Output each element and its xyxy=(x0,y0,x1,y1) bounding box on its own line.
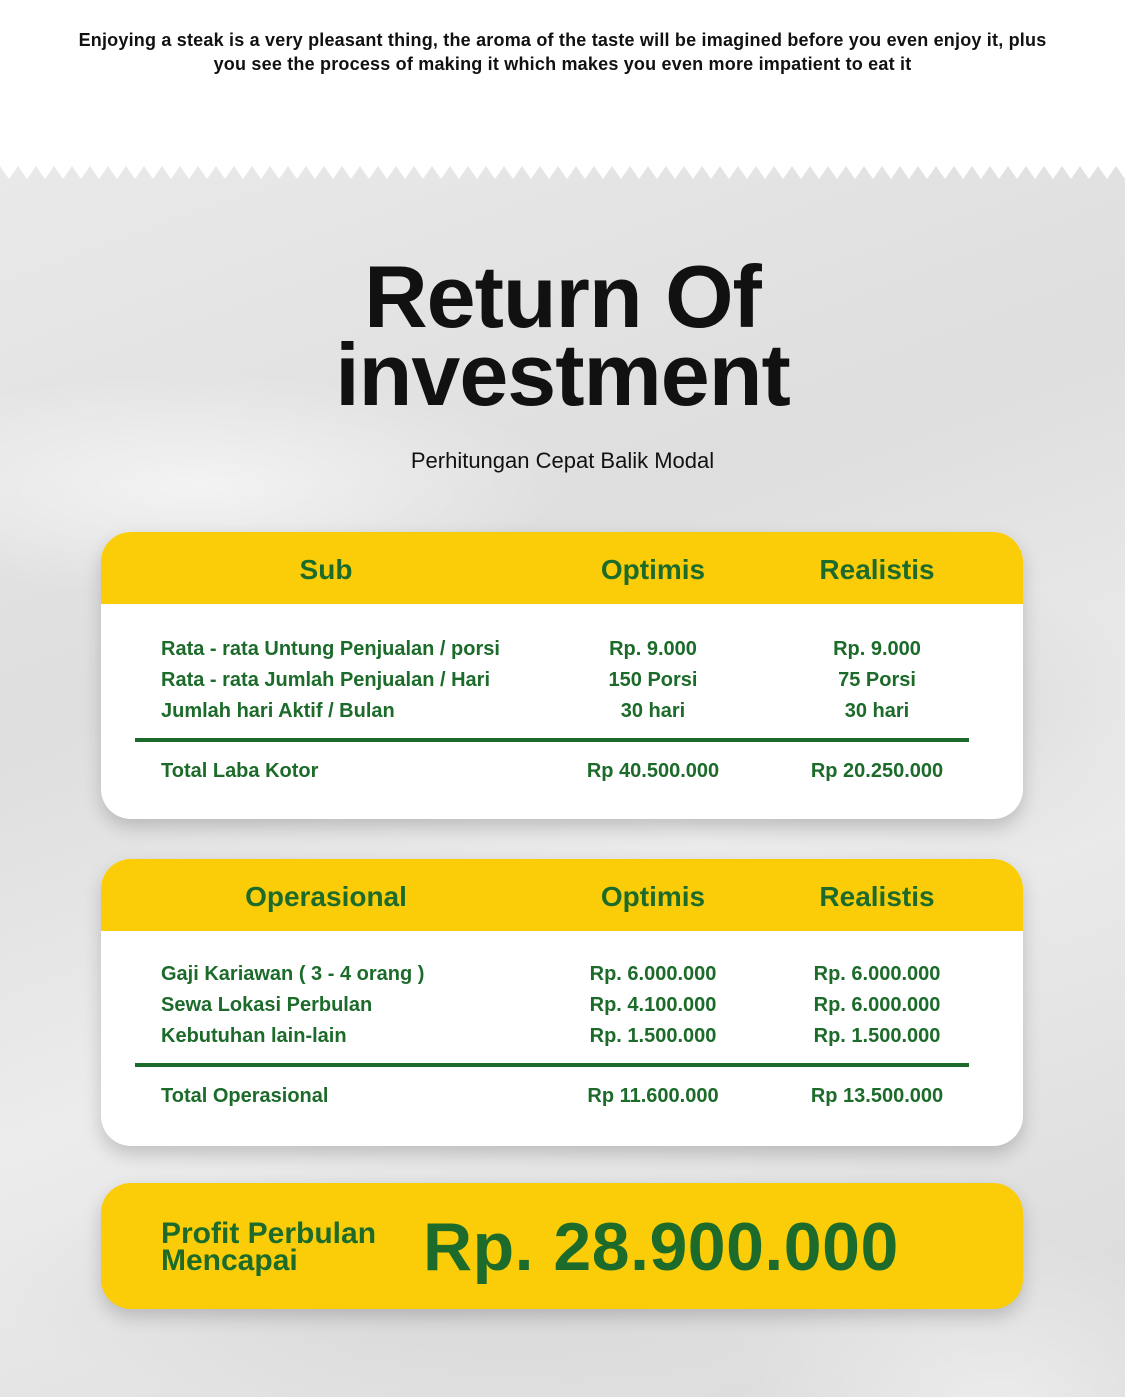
row-optimis-value: Rp. 9.000 xyxy=(609,638,697,660)
row-label: Kebutuhan lain-lain xyxy=(161,1025,347,1047)
row-realistis-value: Rp. 6.000.000 xyxy=(813,994,941,1016)
subtitle: Perhitungan Cepat Balik Modal xyxy=(410,448,715,473)
table-row xyxy=(101,696,1023,727)
operasional-card-header xyxy=(101,859,1023,931)
torn-edge-zigzag xyxy=(0,166,1125,180)
table-row xyxy=(101,634,1023,665)
row-optimis-value: Rp. 6.000.000 xyxy=(589,963,717,985)
row-realistis-value: Rp. 6.000.000 xyxy=(813,963,941,985)
header-optimis: Optimis xyxy=(600,554,706,585)
profit-label-line-1: Profit Perbulan xyxy=(161,1217,377,1250)
row-realistis-value: Rp. 9.000 xyxy=(833,638,921,660)
row-optimis-value: Rp. 1.500.000 xyxy=(589,1025,717,1047)
title-line-2: investment xyxy=(335,325,790,424)
header-realistis: Realistis xyxy=(819,554,935,585)
row-optimis-value: 30 hari xyxy=(620,700,686,722)
table-row xyxy=(101,959,1023,990)
row-label: Gaji Kariawan ( 3 - 4 orang ) xyxy=(161,963,425,985)
divider xyxy=(135,738,969,742)
total-label: Total Operasional xyxy=(161,1085,329,1107)
row-realistis-value: 30 hari xyxy=(844,700,910,722)
divider xyxy=(135,1063,969,1067)
profit-banner xyxy=(101,1183,1023,1309)
operasional-card xyxy=(101,859,1023,1146)
paper-background xyxy=(0,166,1125,1397)
profit-label xyxy=(161,1217,421,1277)
total-row xyxy=(101,756,1023,787)
table-row xyxy=(101,990,1023,1021)
total-row xyxy=(101,1081,1023,1112)
sub-card-header xyxy=(101,532,1023,604)
table-row xyxy=(101,665,1023,696)
row-optimis-value: Rp. 4.100.000 xyxy=(589,994,717,1016)
table-row xyxy=(101,1021,1023,1052)
header-optimis: Optimis xyxy=(600,881,706,912)
intro-text: Enjoying a steak is a very pleasant thing, the aroma of the taste will be imagined before you even enjoy it, plus you see the process of making it which makes you even more impatient to eat it xyxy=(78,30,1047,74)
header-realistis: Realistis xyxy=(819,881,935,912)
total-realistis-value: Rp 20.250.000 xyxy=(810,760,944,782)
row-optimis-value: 150 Porsi xyxy=(608,669,698,691)
header-operasional: Operasional xyxy=(245,881,407,912)
row-label: Jumlah hari Aktif / Bulan xyxy=(161,700,395,722)
row-label: Rata - rata Jumlah Penjualan / Hari xyxy=(161,669,490,691)
total-realistis-value: Rp 13.500.000 xyxy=(810,1085,944,1107)
title-line-1: Return Of xyxy=(364,247,761,346)
row-label: Rata - rata Untung Penjualan / porsi xyxy=(161,638,500,660)
total-optimis-value: Rp 40.500.000 xyxy=(586,760,720,782)
sub-card xyxy=(101,532,1023,819)
row-realistis-value: Rp. 1.500.000 xyxy=(813,1025,941,1047)
row-realistis-value: 75 Porsi xyxy=(838,669,916,691)
profit-value: Rp. 28.900.000 xyxy=(423,1209,899,1285)
profit-label-line-2: Mencapai xyxy=(161,1244,298,1277)
total-optimis-value: Rp 11.600.000 xyxy=(587,1085,719,1107)
total-label: Total Laba Kotor xyxy=(161,760,319,782)
header-sub: Sub xyxy=(299,554,353,585)
row-label: Sewa Lokasi Perbulan xyxy=(161,994,373,1016)
